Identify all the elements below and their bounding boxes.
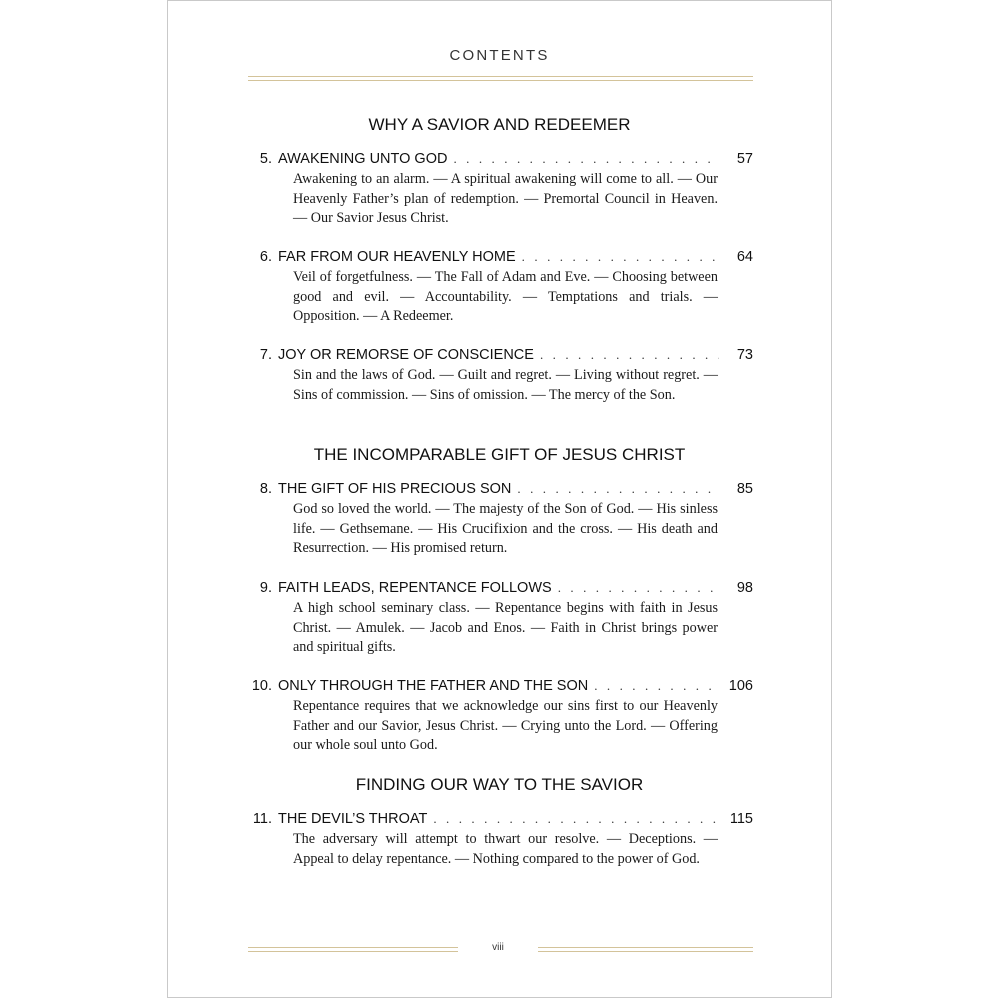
chapter-title[interactable]: JOY OR REMORSE OF CONSCIENCE	[278, 347, 534, 363]
section-heading-incomparable-gift: THE INCOMPARABLE GIFT OF JESUS CHRIST	[313, 445, 686, 464]
chapter-description: Awakening to an alarm. — A spiritual awakening will come to all. — Our Heavenly Father’s plan of redemption. — Premortal Council in Heaven. — Our Savior Jesus Christ.	[293, 171, 718, 226]
page-number[interactable]: 115	[729, 811, 753, 827]
section-heading-why-a-savior: WHY A SAVIOR AND REDEEMER	[368, 115, 631, 134]
book-page	[167, 0, 832, 998]
page-number[interactable]: 85	[736, 481, 753, 497]
chapter-number: 11.	[252, 811, 272, 827]
page-number[interactable]: 64	[736, 249, 753, 265]
chapter-title[interactable]: FAITH LEADS, REPENTANCE FOLLOWS	[278, 580, 552, 596]
dot-leader	[453, 151, 719, 167]
page-folio: viii	[492, 942, 504, 953]
toc-entry-9[interactable]	[248, 580, 753, 658]
page-number[interactable]: 57	[736, 151, 753, 167]
chapter-title[interactable]: THE DEVIL’S THROAT	[278, 811, 428, 827]
toc-entry-11[interactable]	[248, 811, 753, 869]
chapter-title[interactable]: ONLY THROUGH THE FATHER AND THE SON	[278, 678, 589, 694]
chapter-number: 9.	[259, 580, 272, 596]
chapter-title[interactable]: FAR FROM OUR HEAVENLY HOME	[278, 249, 516, 265]
toc-entry-5[interactable]	[248, 151, 753, 229]
page-title: CONTENTS	[449, 47, 550, 64]
chapter-description: Veil of forgetfulness. — The Fall of Adam and Eve. — Choosing between good and evil. — Accountability. — Temptations and trials. — Opposition. — A Redeemer.	[293, 269, 718, 324]
chapter-number: 8.	[259, 481, 272, 497]
footer-divider-left	[248, 947, 458, 952]
page-number[interactable]: 106	[728, 678, 753, 694]
page-number[interactable]: 73	[736, 347, 753, 363]
chapter-number: 6.	[259, 249, 272, 265]
chapter-description: Repentance requires that we acknowledge our sins first to our Heavenly Father and our Savior, Jesus Christ. — Crying unto the Lord. — Offering our whole soul unto God.	[293, 698, 718, 753]
toc-entry-10[interactable]	[248, 678, 753, 756]
dot-leader	[540, 347, 719, 363]
dot-leader	[433, 811, 719, 827]
toc-entry-6[interactable]	[248, 249, 753, 327]
dot-leader	[594, 678, 719, 694]
chapter-description: A high school seminary class. — Repentance begins with faith in Jesus Christ. — Amulek. — Jacob and Enos. — Faith in Christ brings power and spiritual gifts.	[293, 600, 718, 655]
dot-leader	[558, 580, 719, 596]
chapter-number: 7.	[259, 347, 272, 363]
chapter-description: Sin and the laws of God. — Guilt and regret. — Living without regret. — Sins of commission. — Sins of omission. — The mercy of the Son.	[293, 367, 718, 403]
page-number[interactable]: 98	[736, 580, 753, 596]
chapter-number: 5.	[259, 151, 272, 167]
chapter-description: The adversary will attempt to thwart our resolve. — Deceptions. — Appeal to delay repentance. — Nothing compared to the power of God.	[293, 831, 718, 867]
chapter-title[interactable]: THE GIFT OF HIS PRECIOUS SON	[278, 481, 512, 497]
chapter-number: 10.	[251, 678, 272, 694]
header-divider	[248, 76, 753, 81]
toc-entry-8[interactable]	[248, 481, 753, 559]
section-heading-finding-our-way: FINDING OUR WAY TO THE SAVIOR	[355, 775, 644, 794]
chapter-description: God so loved the world. — The majesty of the Son of God. — His sinless life. — Gethsemane. — His Crucifixion and the cross. — His death and Resurrection. — His promised return.	[293, 501, 718, 556]
footer-divider-right	[538, 947, 753, 952]
toc-entry-7[interactable]	[248, 347, 753, 405]
dot-leader	[522, 249, 719, 265]
dot-leader	[517, 481, 719, 497]
chapter-title[interactable]: AWAKENING UNTO GOD	[278, 151, 448, 167]
